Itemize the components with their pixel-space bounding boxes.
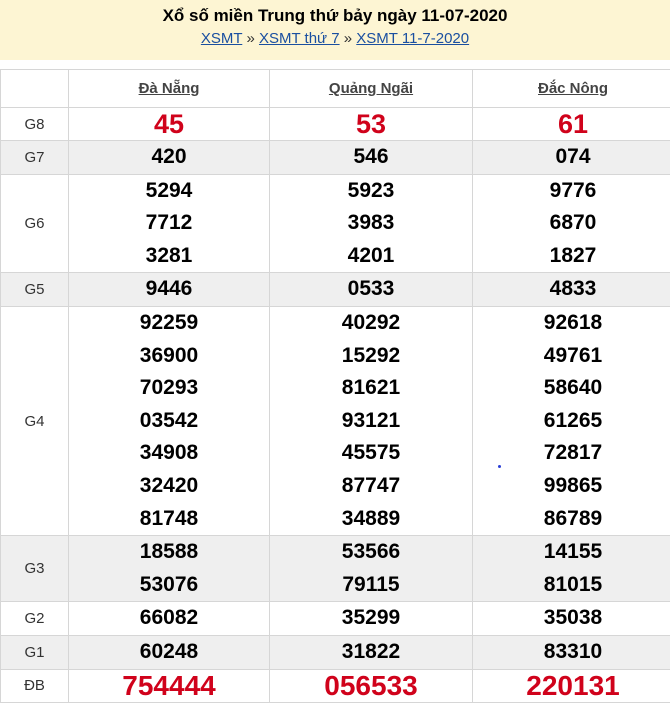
header-blank-cell [1,70,69,108]
prize-number: 754444 [122,669,216,701]
prize-label: G5 [1,273,69,307]
prize-number: 40292 [341,310,401,334]
prize-row [1,108,670,141]
prize-cell [270,602,473,636]
prize-number: 99865 [543,473,603,497]
prize-cell [270,108,473,141]
prize-row [1,174,670,273]
prize-cell [270,669,473,703]
prize-cell [473,536,670,602]
prize-number: 86789 [543,506,603,530]
stray-dot [498,465,501,468]
prize-number: 056533 [324,669,418,701]
prize-row [1,635,670,669]
prize-number: 18588 [139,540,199,564]
prize-number: 9776 [549,178,597,202]
results-table [0,69,670,703]
prize-cell [270,141,473,175]
prize-number: 45575 [341,441,401,465]
prize-cell [473,174,670,273]
prize-label: G8 [1,108,69,141]
prize-number: 92259 [139,310,199,334]
prize-number: 32420 [139,473,199,497]
prize-number: 03542 [139,408,199,432]
prize-row [1,602,670,636]
prize-number: 61 [557,109,589,139]
prize-row [1,536,670,602]
prize-cell [69,306,270,535]
breadcrumb-separator: » [343,30,353,47]
breadcrumb-link-xsmt[interactable]: XSMT [200,30,243,47]
prize-number: 1827 [549,243,597,267]
prize-row [1,669,670,703]
prize-label: G6 [1,174,69,273]
prize-cell [270,536,473,602]
prize-cell [69,536,270,602]
prize-number: 53076 [139,572,199,596]
province-header-dac-nong[interactable] [473,70,670,108]
prize-number: 66082 [139,606,199,630]
breadcrumb-link-xsmt-thu-7[interactable]: XSMT thứ 7 [258,30,340,47]
province-name[interactable]: Đắc Nông [537,80,608,97]
prize-number: 34908 [139,441,199,465]
prize-cell [473,273,670,307]
prize-number: 70293 [139,376,199,400]
breadcrumb-separator: » [246,30,255,47]
prize-cell [69,669,270,703]
prize-number: 3281 [145,243,193,267]
prize-label: G1 [1,635,69,669]
prize-number: 81748 [139,506,199,530]
prize-number: 420 [151,145,187,168]
prize-number: 34889 [341,506,401,530]
prize-number: 53566 [341,540,401,564]
prize-cell [270,306,473,535]
prize-number: 72817 [543,441,603,465]
prize-row [1,141,670,175]
prize-number: 7712 [145,211,193,235]
prize-label: G7 [1,141,69,175]
prize-cell [473,141,670,175]
prize-cell [69,108,270,141]
prize-row [1,306,670,535]
page-header [0,0,670,60]
prize-number: 074 [555,145,591,168]
prize-number: 81015 [543,572,603,596]
prize-cell [69,602,270,636]
prize-cell [473,108,670,141]
prize-number: 9446 [145,277,193,301]
prize-cell [473,669,670,703]
prize-number: 79115 [342,572,400,596]
prize-cell [473,635,670,669]
breadcrumb-link-xsmt-date[interactable]: XSMT 11-7-2020 [356,30,470,47]
prize-number: 0533 [347,277,395,301]
province-header-da-nang[interactable] [69,70,270,108]
prize-number: 36900 [139,343,199,367]
prize-label: G2 [1,602,69,636]
prize-label: ĐB [1,669,69,703]
breadcrumb [0,30,670,47]
prize-number: 31822 [341,639,401,663]
table-header-row [1,70,670,108]
prize-number: 87747 [341,473,401,497]
prize-cell [69,635,270,669]
prize-cell [69,273,270,307]
prize-number: 83310 [543,639,603,663]
prize-number: 45 [153,109,185,139]
prize-number: 6870 [549,211,597,235]
prize-cell [270,635,473,669]
prize-number: 4833 [549,277,597,301]
prize-number: 49761 [543,343,603,367]
prize-row [1,273,670,307]
province-header-quang-ngai[interactable] [270,70,473,108]
province-name[interactable]: Quảng Ngãi [328,80,414,97]
prize-number: 81621 [341,376,401,400]
prize-number: 4201 [347,243,395,267]
prize-number: 35038 [543,606,603,630]
province-name[interactable]: Đà Nẵng [138,80,200,97]
prize-number: 220131 [526,669,620,701]
prize-cell [270,273,473,307]
prize-cell [473,602,670,636]
prize-label: G3 [1,536,69,602]
prize-number: 60248 [139,639,199,663]
prize-number: 5923 [347,178,395,202]
prize-rows [1,108,670,703]
prize-number: 58640 [543,376,603,400]
prize-cell [69,174,270,273]
prize-number: 5294 [145,178,193,202]
prize-number: 3983 [347,211,395,235]
prize-number: 53 [355,109,387,139]
prize-number: 14155 [543,540,603,564]
prize-label: G4 [1,306,69,535]
prize-cell [69,141,270,175]
prize-cell [473,306,670,535]
prize-number: 15292 [341,343,401,367]
prize-number: 35299 [341,606,401,630]
prize-number: 546 [353,145,389,168]
prize-number: 93121 [341,408,401,432]
prize-number: 61265 [543,408,603,432]
page-title: Xổ số miền Trung thứ bảy ngày 11-07-2020 [162,6,508,25]
prize-number: 92618 [543,310,603,334]
prize-cell [270,174,473,273]
